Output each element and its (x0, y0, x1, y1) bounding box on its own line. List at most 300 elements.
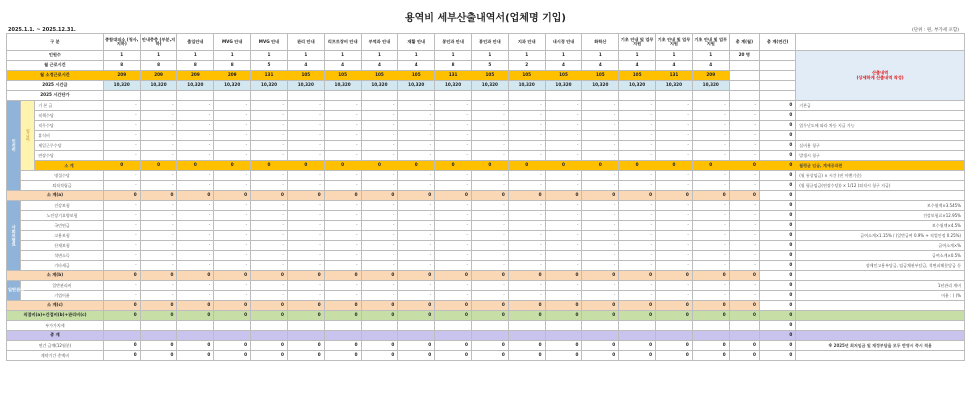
headcount-value[interactable]: 1 (177, 51, 214, 61)
extra-item-row-amount[interactable]: - (140, 181, 177, 191)
extra-item-row-amount[interactable]: - (582, 181, 619, 191)
insurance-row-amount[interactable]: - (508, 261, 545, 271)
insurance-row-amount[interactable]: - (361, 211, 398, 221)
wage-item-row-amount[interactable]: - (471, 141, 508, 151)
extra-item-row-amount[interactable]: - (251, 171, 288, 181)
wage-item-row-amount[interactable]: - (361, 121, 398, 131)
wage-item-row-amount[interactable]: - (287, 111, 324, 121)
wage-item-row-amount[interactable]: - (692, 141, 729, 151)
insurance-row-amount[interactable]: - (692, 241, 729, 251)
insurance-row-amount[interactable]: - (103, 221, 140, 231)
general-row-amount[interactable]: - (582, 281, 619, 291)
headcount-value[interactable]: 1 (398, 51, 435, 61)
insurance-row-amount[interactable]: - (214, 251, 251, 261)
insurance-row-amount[interactable]: - (251, 211, 288, 221)
wage-item-row-amount[interactable]: - (140, 101, 177, 111)
worktime-value[interactable]: 5 (251, 61, 288, 71)
extra-item-row-amount[interactable]: - (692, 171, 729, 181)
extra-item-row-amount[interactable]: - (471, 171, 508, 181)
monthly-hours-value[interactable]: 131 (435, 71, 472, 81)
insurance-row-amount[interactable]: - (619, 231, 656, 241)
wage-item-row-amount[interactable]: - (619, 131, 656, 141)
wage-item-row-amount[interactable]: - (545, 101, 582, 111)
insurance-row-amount[interactable]: - (582, 231, 619, 241)
wage-subtotal-row-amount[interactable]: 0 (287, 161, 324, 171)
insurance-row-amount[interactable]: - (214, 201, 251, 211)
monthly-hours-value[interactable]: 105 (545, 71, 582, 81)
insurance-row-amount[interactable]: - (619, 211, 656, 221)
wage-item-row-amount[interactable]: - (103, 131, 140, 141)
insurance-row-amount[interactable]: - (471, 211, 508, 221)
insurance-row-amount[interactable]: - (656, 251, 693, 261)
wage-item-row-amount[interactable]: - (398, 131, 435, 141)
insurance-row-amount[interactable]: - (398, 261, 435, 271)
insurance-row-amount[interactable]: - (214, 211, 251, 221)
wage-item-row-amount[interactable]: - (251, 111, 288, 121)
wage-item-row-amount[interactable]: - (582, 151, 619, 161)
extra-item-row-amount[interactable]: - (398, 171, 435, 181)
wage-item-row-amount[interactable]: - (103, 141, 140, 151)
wage-item-row-amount[interactable]: - (140, 141, 177, 151)
extra-item-row-amount[interactable]: - (177, 181, 214, 191)
wage-item-row-amount[interactable]: - (656, 141, 693, 151)
wage-item-row-amount[interactable]: - (177, 151, 214, 161)
insurance-row-amount[interactable]: - (361, 251, 398, 261)
wage-subtotal-row-amount[interactable]: 0 (545, 161, 582, 171)
wage-item-row-amount[interactable]: - (656, 151, 693, 161)
wage-item-row-amount[interactable]: - (324, 141, 361, 151)
wage-hour-value[interactable]: 10,320 (177, 81, 214, 91)
wage-hour-value[interactable]: 10,320 (619, 81, 656, 91)
insurance-row-amount[interactable]: - (287, 211, 324, 221)
insurance-row-amount[interactable]: - (177, 261, 214, 271)
wage-subtotal-row-amount[interactable]: 0 (619, 161, 656, 171)
headcount-value[interactable]: 1 (582, 51, 619, 61)
wage-item-row-amount[interactable]: - (361, 111, 398, 121)
insurance-row-amount[interactable]: - (545, 201, 582, 211)
wage-subtotal-row-amount[interactable]: 0 (324, 161, 361, 171)
insurance-row-amount[interactable]: - (656, 221, 693, 231)
wage-item-row-amount[interactable]: - (619, 111, 656, 121)
wage-item-row-amount[interactable]: - (287, 151, 324, 161)
wage-item-row-amount[interactable]: - (692, 111, 729, 121)
wage-item-row-amount[interactable]: - (582, 101, 619, 111)
wage-item-row-amount[interactable]: - (435, 131, 472, 141)
insurance-row-amount[interactable]: - (103, 251, 140, 261)
worktime-value[interactable]: 8 (435, 61, 472, 71)
extra-item-row-amount[interactable]: - (435, 171, 472, 181)
wage-item-row-amount[interactable]: - (656, 121, 693, 131)
wage-item-row-amount[interactable]: - (103, 151, 140, 161)
insurance-row-amount[interactable]: - (619, 221, 656, 231)
monthly-hours-value[interactable]: 105 (582, 71, 619, 81)
insurance-row-amount[interactable]: - (582, 261, 619, 271)
worktime-value[interactable]: 8 (214, 61, 251, 71)
insurance-row-amount[interactable]: - (435, 251, 472, 261)
insurance-row-amount[interactable]: - (103, 211, 140, 221)
insurance-row-amount[interactable]: - (251, 251, 288, 261)
general-row-amount[interactable]: - (214, 291, 251, 301)
insurance-row-amount[interactable]: - (508, 251, 545, 261)
insurance-row-amount[interactable]: - (656, 201, 693, 211)
general-row-amount[interactable]: - (287, 281, 324, 291)
insurance-row-amount[interactable]: - (435, 241, 472, 251)
insurance-row-amount[interactable]: - (251, 241, 288, 251)
wage-hour-value[interactable]: 10,320 (435, 81, 472, 91)
wage-item-row-amount[interactable]: - (656, 111, 693, 121)
insurance-row-amount[interactable]: - (619, 251, 656, 261)
insurance-row-amount[interactable]: - (435, 221, 472, 231)
insurance-row-amount[interactable]: - (140, 221, 177, 231)
wage-item-row-amount[interactable]: - (214, 131, 251, 141)
wage-item-row-amount[interactable]: - (692, 101, 729, 111)
wage-subtotal-row-amount[interactable]: 0 (692, 161, 729, 171)
wage-item-row-amount[interactable]: - (251, 101, 288, 111)
worktime-value[interactable]: 5 (471, 61, 508, 71)
headcount-value[interactable]: 1 (140, 51, 177, 61)
extra-item-row-amount[interactable]: - (545, 171, 582, 181)
wage-subtotal-row-amount[interactable]: 0 (508, 161, 545, 171)
general-row-amount[interactable]: - (692, 281, 729, 291)
insurance-row-amount[interactable]: - (656, 241, 693, 251)
wage-item-row-amount[interactable]: - (251, 141, 288, 151)
insurance-row-amount[interactable]: - (582, 251, 619, 261)
insurance-row-amount[interactable]: - (545, 231, 582, 241)
wage-hour-value[interactable]: 10,320 (103, 81, 140, 91)
general-row-amount[interactable]: - (177, 281, 214, 291)
wage-hour-value[interactable]: 10,320 (656, 81, 693, 91)
general-row-amount[interactable]: - (656, 281, 693, 291)
insurance-row-amount[interactable]: - (656, 211, 693, 221)
worktime-value[interactable]: 4 (361, 61, 398, 71)
wage-item-row-amount[interactable]: - (582, 121, 619, 131)
monthly-hours-value[interactable]: 131 (251, 71, 288, 81)
headcount-value[interactable]: 1 (471, 51, 508, 61)
insurance-row-amount[interactable]: - (619, 201, 656, 211)
insurance-row-amount[interactable]: - (692, 221, 729, 231)
insurance-row-amount[interactable]: - (324, 211, 361, 221)
general-row-amount[interactable]: - (103, 291, 140, 301)
wage-subtotal-row-amount[interactable]: 0 (214, 161, 251, 171)
wage-item-row-amount[interactable]: - (361, 131, 398, 141)
insurance-row-amount[interactable]: - (692, 261, 729, 271)
insurance-row-amount[interactable]: - (619, 261, 656, 271)
general-row-amount[interactable]: - (398, 291, 435, 301)
wage-item-row-amount[interactable]: - (619, 121, 656, 131)
wage-subtotal-row-amount[interactable]: 0 (471, 161, 508, 171)
wage-hour-value[interactable]: 10,320 (692, 81, 729, 91)
insurance-row-amount[interactable]: - (214, 231, 251, 241)
wage-hour-value[interactable]: 10,320 (545, 81, 582, 91)
wage-item-row-amount[interactable]: - (398, 111, 435, 121)
extra-item-row-amount[interactable]: - (692, 181, 729, 191)
wage-item-row-amount[interactable]: - (251, 131, 288, 141)
insurance-row-amount[interactable]: - (545, 251, 582, 261)
wage-item-row-amount[interactable]: - (214, 101, 251, 111)
general-row-amount[interactable]: - (287, 291, 324, 301)
wage-subtotal-row-amount[interactable]: 0 (251, 161, 288, 171)
wage-subtotal-row-amount[interactable]: 0 (140, 161, 177, 171)
insurance-row-amount[interactable]: - (508, 241, 545, 251)
general-row-amount[interactable]: - (471, 291, 508, 301)
wage-hour-value[interactable]: 10,320 (361, 81, 398, 91)
extra-item-row-amount[interactable]: - (324, 181, 361, 191)
insurance-row-amount[interactable]: - (435, 261, 472, 271)
insurance-row-amount[interactable]: - (471, 251, 508, 261)
general-row-amount[interactable]: - (140, 281, 177, 291)
extra-item-row-amount[interactable]: - (619, 171, 656, 181)
wage-item-row-amount[interactable]: - (545, 131, 582, 141)
insurance-row-amount[interactable]: - (251, 221, 288, 231)
general-row-amount[interactable]: - (471, 281, 508, 291)
wage-item-row-amount[interactable]: - (361, 141, 398, 151)
insurance-row-amount[interactable]: - (398, 241, 435, 251)
insurance-row-amount[interactable]: - (471, 261, 508, 271)
insurance-row-amount[interactable]: - (214, 241, 251, 251)
insurance-row-amount[interactable]: - (287, 221, 324, 231)
insurance-row-amount[interactable]: - (287, 241, 324, 251)
general-row-amount[interactable]: - (361, 281, 398, 291)
worktime-value[interactable]: 4 (619, 61, 656, 71)
extra-item-row-amount[interactable]: - (508, 171, 545, 181)
monthly-hours-value[interactable]: 209 (177, 71, 214, 81)
insurance-row-amount[interactable]: - (287, 231, 324, 241)
wage-item-row-amount[interactable]: - (508, 101, 545, 111)
general-row-amount[interactable]: - (324, 281, 361, 291)
extra-item-row-amount[interactable]: - (177, 171, 214, 181)
general-row-amount[interactable]: - (508, 281, 545, 291)
insurance-row-amount[interactable]: - (508, 221, 545, 231)
wage-item-row-amount[interactable]: - (177, 121, 214, 131)
general-row-amount[interactable]: - (398, 281, 435, 291)
wage-item-row-amount[interactable]: - (471, 131, 508, 141)
wage-item-row-amount[interactable]: - (398, 151, 435, 161)
wage-item-row-amount[interactable]: - (692, 131, 729, 141)
general-row-amount[interactable]: - (545, 291, 582, 301)
monthly-hours-value[interactable]: 105 (361, 71, 398, 81)
insurance-row-amount[interactable]: - (545, 241, 582, 251)
general-row-amount[interactable]: - (140, 291, 177, 301)
wage-item-row-amount[interactable]: - (251, 151, 288, 161)
insurance-row-amount[interactable]: - (508, 211, 545, 221)
general-row-amount[interactable]: - (582, 291, 619, 301)
wage-item-row-amount[interactable]: - (471, 121, 508, 131)
wage-subtotal-row-amount[interactable]: 0 (398, 161, 435, 171)
monthly-hours-value[interactable]: 209 (140, 71, 177, 81)
wage-item-row-amount[interactable]: - (140, 131, 177, 141)
wage-item-row-amount[interactable]: - (508, 111, 545, 121)
general-row-amount[interactable]: - (692, 291, 729, 301)
wage-item-row-amount[interactable]: - (471, 101, 508, 111)
monthly-hours-value[interactable]: 105 (508, 71, 545, 81)
extra-item-row-amount[interactable]: - (471, 181, 508, 191)
general-row-amount[interactable]: - (214, 281, 251, 291)
wage-item-row-amount[interactable]: - (214, 151, 251, 161)
wage-item-row-amount[interactable]: - (582, 131, 619, 141)
wage-subtotal-row-amount[interactable]: 0 (435, 161, 472, 171)
general-row-amount[interactable]: - (361, 291, 398, 301)
wage-item-row-amount[interactable]: - (545, 151, 582, 161)
wage-item-row-amount[interactable]: - (471, 151, 508, 161)
monthly-hours-value[interactable]: 209 (214, 71, 251, 81)
insurance-row-amount[interactable]: - (324, 231, 361, 241)
wage-item-row-amount[interactable]: - (508, 151, 545, 161)
extra-item-row-amount[interactable]: - (214, 171, 251, 181)
insurance-row-amount[interactable]: - (692, 231, 729, 241)
wage-hour-value[interactable]: 10,320 (582, 81, 619, 91)
insurance-row-amount[interactable]: - (692, 251, 729, 261)
wage-item-row-amount[interactable]: - (471, 111, 508, 121)
wage-item-row-amount[interactable]: - (103, 111, 140, 121)
wage-item-row-amount[interactable]: - (582, 141, 619, 151)
wage-item-row-amount[interactable]: - (324, 131, 361, 141)
wage-hour-value[interactable]: 10,320 (398, 81, 435, 91)
worktime-value[interactable]: 4 (692, 61, 729, 71)
wage-item-row-amount[interactable]: - (361, 151, 398, 161)
monthly-hours-value[interactable]: 209 (692, 71, 729, 81)
wage-item-row-amount[interactable]: - (398, 101, 435, 111)
general-row-amount[interactable]: - (103, 281, 140, 291)
general-row-amount[interactable]: - (435, 281, 472, 291)
general-row-amount[interactable]: - (508, 291, 545, 301)
extra-item-row-amount[interactable]: - (545, 181, 582, 191)
wage-item-row-amount[interactable]: - (619, 101, 656, 111)
extra-item-row-amount[interactable]: - (324, 171, 361, 181)
wage-item-row-amount[interactable]: - (656, 131, 693, 141)
insurance-row-amount[interactable]: - (324, 241, 361, 251)
insurance-row-amount[interactable]: - (471, 231, 508, 241)
insurance-row-amount[interactable]: - (582, 221, 619, 231)
monthly-hours-value[interactable]: 105 (619, 71, 656, 81)
insurance-row-amount[interactable]: - (214, 221, 251, 231)
extra-item-row-amount[interactable]: - (103, 171, 140, 181)
extra-item-row-amount[interactable]: - (214, 181, 251, 191)
monthly-hours-value[interactable]: 105 (398, 71, 435, 81)
worktime-value[interactable]: 2 (508, 61, 545, 71)
general-row-amount[interactable]: - (435, 291, 472, 301)
insurance-row-amount[interactable]: - (435, 211, 472, 221)
extra-item-row-amount[interactable]: - (251, 181, 288, 191)
wage-item-row-amount[interactable]: - (287, 101, 324, 111)
worktime-value[interactable]: 4 (582, 61, 619, 71)
wage-subtotal-row-amount[interactable]: 0 (656, 161, 693, 171)
extra-item-row-amount[interactable]: - (582, 171, 619, 181)
wage-subtotal-row-amount[interactable]: 0 (582, 161, 619, 171)
wage-item-row-amount[interactable]: - (177, 101, 214, 111)
insurance-row-amount[interactable]: - (324, 221, 361, 231)
wage-item-row-amount[interactable]: - (435, 121, 472, 131)
extra-item-row-amount[interactable]: - (103, 181, 140, 191)
wage-item-row-amount[interactable]: - (545, 111, 582, 121)
headcount-value[interactable]: 1 (361, 51, 398, 61)
wage-item-row-amount[interactable]: - (324, 121, 361, 131)
extra-item-row-amount[interactable]: - (287, 181, 324, 191)
general-row-amount[interactable]: - (656, 291, 693, 301)
insurance-row-amount[interactable]: - (140, 231, 177, 241)
insurance-row-amount[interactable]: - (398, 231, 435, 241)
insurance-row-amount[interactable]: - (140, 261, 177, 271)
headcount-value[interactable]: 1 (435, 51, 472, 61)
wage-item-row-amount[interactable]: - (177, 111, 214, 121)
insurance-row-amount[interactable]: - (545, 261, 582, 271)
worktime-value[interactable]: 4 (545, 61, 582, 71)
monthly-hours-value[interactable]: 105 (471, 71, 508, 81)
insurance-row-amount[interactable]: - (361, 221, 398, 231)
wage-subtotal-row-amount[interactable]: 0 (361, 161, 398, 171)
insurance-row-amount[interactable]: - (656, 231, 693, 241)
headcount-value[interactable]: 1 (324, 51, 361, 61)
general-row-amount[interactable]: - (545, 281, 582, 291)
extra-item-row-amount[interactable]: - (398, 181, 435, 191)
insurance-row-amount[interactable]: - (140, 211, 177, 221)
insurance-row-amount[interactable]: - (177, 231, 214, 241)
wage-hour-value[interactable]: 10,320 (140, 81, 177, 91)
insurance-row-amount[interactable]: - (140, 201, 177, 211)
headcount-value[interactable]: 1 (287, 51, 324, 61)
insurance-row-amount[interactable]: - (582, 201, 619, 211)
general-row-amount[interactable]: - (324, 291, 361, 301)
insurance-row-amount[interactable]: - (471, 241, 508, 251)
monthly-hours-value[interactable]: 105 (287, 71, 324, 81)
wage-item-row-amount[interactable]: - (140, 111, 177, 121)
headcount-value[interactable]: 1 (545, 51, 582, 61)
wage-item-row-amount[interactable]: - (435, 101, 472, 111)
headcount-value[interactable]: 1 (103, 51, 140, 61)
insurance-row-amount[interactable]: - (398, 211, 435, 221)
wage-hour-value[interactable]: 10,320 (287, 81, 324, 91)
wage-item-row-amount[interactable]: - (177, 131, 214, 141)
insurance-row-amount[interactable]: - (324, 261, 361, 271)
insurance-row-amount[interactable]: - (619, 241, 656, 251)
insurance-row-amount[interactable]: - (361, 241, 398, 251)
extra-item-row-amount[interactable]: - (287, 171, 324, 181)
insurance-row-amount[interactable]: - (471, 221, 508, 231)
insurance-row-amount[interactable]: - (287, 261, 324, 271)
wage-item-row-amount[interactable]: - (508, 141, 545, 151)
insurance-row-amount[interactable]: - (251, 261, 288, 271)
headcount-value[interactable]: 1 (692, 51, 729, 61)
insurance-row-amount[interactable]: - (103, 241, 140, 251)
insurance-row-amount[interactable]: - (287, 201, 324, 211)
wage-item-row-amount[interactable]: - (545, 141, 582, 151)
insurance-row-amount[interactable]: - (177, 211, 214, 221)
extra-item-row-amount[interactable]: - (508, 181, 545, 191)
wage-item-row-amount[interactable]: - (140, 151, 177, 161)
insurance-row-amount[interactable]: - (324, 201, 361, 211)
wage-item-row-amount[interactable]: - (177, 141, 214, 151)
general-row-amount[interactable]: - (251, 291, 288, 301)
wage-item-row-amount[interactable]: - (435, 141, 472, 151)
wage-hour-value[interactable]: 10,320 (214, 81, 251, 91)
insurance-row-amount[interactable]: - (177, 241, 214, 251)
insurance-row-amount[interactable]: - (177, 221, 214, 231)
insurance-row-amount[interactable]: - (435, 231, 472, 241)
insurance-row-amount[interactable]: - (545, 221, 582, 231)
insurance-row-amount[interactable]: - (140, 241, 177, 251)
wage-item-row-amount[interactable]: - (692, 151, 729, 161)
headcount-value[interactable]: 1 (508, 51, 545, 61)
worktime-value[interactable]: 4 (324, 61, 361, 71)
insurance-row-amount[interactable]: - (692, 201, 729, 211)
wage-item-row-amount[interactable]: - (324, 111, 361, 121)
wage-item-row-amount[interactable]: - (398, 121, 435, 131)
wage-item-row-amount[interactable]: - (508, 131, 545, 141)
headcount-value[interactable]: 1 (251, 51, 288, 61)
insurance-row-amount[interactable]: - (251, 201, 288, 211)
wage-item-row-amount[interactable]: - (619, 151, 656, 161)
monthly-hours-value[interactable]: 131 (656, 71, 693, 81)
insurance-row-amount[interactable]: - (177, 251, 214, 261)
